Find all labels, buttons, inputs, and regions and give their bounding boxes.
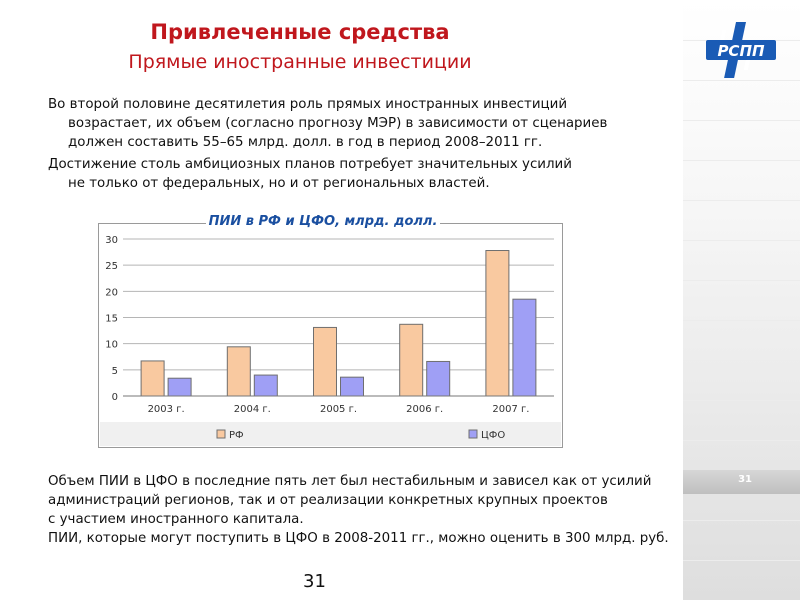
conclusion-line2: администраций регионов, так и от реализации конкретных крупных проектов <box>48 493 608 508</box>
conclusion-line3: с участием иностранного капитала. <box>48 512 304 527</box>
bar-chart <box>99 224 562 447</box>
intro-p1-line2: возрастает, их объем (согласно прогнозу МЭР) в зависимости от сценариев <box>68 116 608 131</box>
chart-frame <box>98 223 563 448</box>
x-tick-label: 2003 г. <box>147 404 185 415</box>
y-tick-label: 10 <box>105 339 118 351</box>
slide-number-badge <box>683 470 800 494</box>
conclusion-paragraph <box>48 472 669 548</box>
bar-cfo <box>341 377 364 396</box>
intro-p1-line3: должен составить 55–65 млрд. долл. в год в период 2008–2011 гг. <box>68 135 543 150</box>
rspp-logo-icon <box>706 22 776 78</box>
x-tick-label: 2006 г. <box>406 404 444 415</box>
y-tick-label: 0 <box>111 392 118 403</box>
bar-rf <box>141 361 164 396</box>
right-decor-band <box>683 0 800 600</box>
bar-cfo <box>427 361 450 396</box>
legend-label: РФ <box>229 430 244 441</box>
bar-rf <box>400 324 423 396</box>
slide-number: 31 <box>738 474 752 485</box>
page-title: Привлеченные средства <box>150 20 450 44</box>
intro-paragraph-2 <box>48 155 572 193</box>
logo-text: РСПП <box>717 42 765 60</box>
legend-label: ЦФО <box>481 430 506 441</box>
page-subtitle: Прямые иностранные инвестиции <box>128 51 472 73</box>
intro-p1-line1: Во второй половине десятилетия роль прямых иностранных инвестиций <box>48 97 568 112</box>
chart-title: ПИИ в РФ и ЦФО, млрд. долл. <box>206 212 440 232</box>
intro-p2-line1: Достижение столь амбициозных планов потребует значительных усилий <box>48 157 572 172</box>
intro-paragraph-1 <box>48 95 607 152</box>
x-tick-label: 2005 г. <box>319 404 358 415</box>
bar-rf <box>486 251 509 396</box>
legend-swatch <box>469 430 477 438</box>
conclusion-line1: Объем ПИИ в ЦФО в последние пять лет был нестабильным и зависел как от усилий <box>48 474 652 489</box>
x-tick-label: 2004 г. <box>233 404 271 415</box>
bar-cfo <box>254 375 277 396</box>
bar-cfo <box>513 299 536 396</box>
bar-cfo <box>168 378 191 396</box>
y-tick-label: 20 <box>105 287 118 299</box>
bar-rf <box>314 327 337 396</box>
x-tick-label: 2007 г. <box>492 404 530 415</box>
legend-swatch <box>217 430 225 438</box>
page-number: 31 <box>303 571 326 592</box>
y-tick-label: 25 <box>105 261 118 273</box>
bar-rf <box>227 347 250 396</box>
intro-p2-line2: не только от федеральных, но и от региональных властей. <box>68 176 490 191</box>
y-tick-label: 5 <box>111 365 118 377</box>
y-tick-label: 15 <box>105 313 118 325</box>
conclusion-line4: ПИИ, которые могут поступить в ЦФО в 2008-2011 гг., можно оценить в 300 млрд. руб. <box>48 531 669 546</box>
y-tick-label: 30 <box>105 235 118 246</box>
